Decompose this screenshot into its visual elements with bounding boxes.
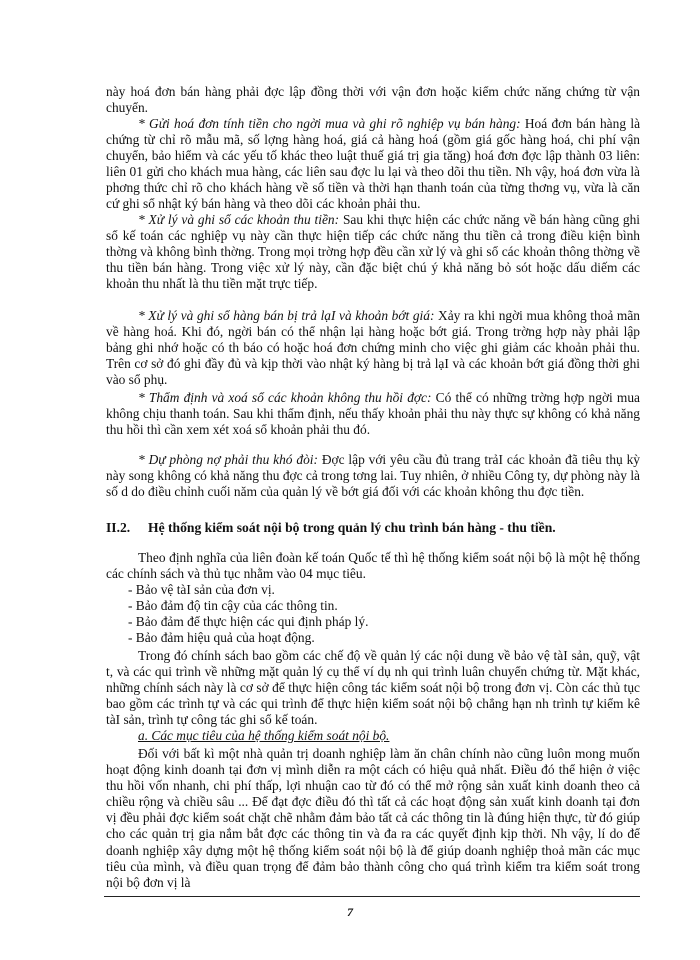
list-item: - Bảo đảm để thực hiện các qui định pháp lý. bbox=[128, 614, 369, 630]
section-heading bbox=[106, 520, 640, 536]
paragraph-lead: * Dự phòng nợ phải thu khó đòi: bbox=[138, 452, 318, 467]
paragraph-body: Xảy ra khi ngời mua không thoả mãn về hàng hoá. Khi đó, ngời bán có thể nhận lại hàng hoặc bớt giá. Trong trờng hợp này phải lập bảng ghi nhớ hoặc có th báo có hoặc hoá đơn chứng minh cho việc ghi giảm các khoản phải thu. Trên cơ sở đó ghi đầy đủ và kịp thời vào nhật ký hàng bị trả lạI và các khoản bớt giá đồng thời ghi vào sổ phụ. bbox=[106, 308, 640, 388]
subheading: a. Các mục tiêu của hệ thống kiểm soát nội bộ. bbox=[138, 728, 390, 743]
paragraph-policies: Trong đó chính sách bao gồm các chế độ về quản lý các nội dung về bảo vệ tàI sản, quỹ, vật t, và các qui trình về những mặt quản lý cụ thể ví dụ nh qui trình luân chuyển chứng từ. Mặt khác, những chính sách này là cơ sở để thực hiện công tác kiểm soát nội bộ trong đơn vị. Còn các thủ tục bao gồm các trình tự và các qui trình để thực hiện kiểm soát nội bộ chẳng hạn nh trình tự kiểm kê tàI sản, trình tự công tác ghi sổ kế toán. bbox=[106, 648, 640, 728]
paragraph-continuation: này hoá đơn bán hàng phải đợc lập đồng thời với vận đơn hoặc kiểm chức năng chứng từ vận chuyển. bbox=[106, 84, 640, 116]
list-item: - Bảo đảm độ tin cậy của các thông tin. bbox=[128, 598, 338, 614]
paragraph-body: Hoá đơn bán hàng là chứng từ chỉ rõ mẫu mã, số lợng hàng hoá, giá cả hàng hoá (gồm giá gốc hàng hoá, chi phí vận chuyển, bảo hiểm và các yếu tố khác theo luật thuế giá trị gia tăng) hoá đơn đợc lập thành 03 liên: liên 01 gửi cho khách mua hàng, các liên sau đợc lu lại và theo dõi thu tiền. Nh vậy, hoá đơn vừa là phơng thức chỉ rõ cho khách hàng về số tiền và thời hạn thanh toán của từng thơng vụ, vừa là căn cứ ghi sổ nhật ký bán hàng và theo dõi các khoản phải thu. bbox=[106, 116, 641, 212]
paragraph-collections bbox=[106, 212, 640, 292]
paragraph-returns bbox=[106, 308, 640, 388]
footer-rule bbox=[104, 896, 640, 897]
section-title: Hệ thống kiểm soát nội bộ trong quản lý chu trình bán hàng - thu tiền. bbox=[148, 520, 556, 535]
paragraph-lead: * Xử lý và ghi sổ các khoản thu tiền: bbox=[138, 212, 340, 227]
paragraph-body: Đợc lập với yêu cầu đủ trang trảI các khoản đã tiêu thụ kỳ này song không có khả năng thu đợc cả trong tơng lai. Tuy nhiên, ở nhiều Công ty, dự phòng này là số d do điều chỉnh cuối năm của quản lý về bớt giá đối với các khoản không thu đợc tiền. bbox=[106, 452, 640, 500]
page-number: 7 bbox=[347, 905, 353, 919]
section-number: II.2. bbox=[106, 520, 131, 535]
list-item: - Bảo đảm hiệu quả của hoạt động. bbox=[128, 630, 315, 646]
paragraph-write-off bbox=[106, 390, 640, 438]
paragraph-lead: * Thẩm định và xoá sổ các khoản không thu hồi đợc: bbox=[138, 390, 432, 405]
list-item: - Bảo vệ tàI sản của đơn vị. bbox=[128, 582, 275, 597]
paragraph-body: Sau khi thực hiện các chức năng về bán hàng cũng ghi sổ kế toán các nghiệp vụ này cần thực hiện tiếp các chức năng thu tiền cả trong điều kiện bình thờng và không bình thờng. Trong mọi trờng hợp đều cần xử lý và ghi sổ các khoản thông thờng về thu tiền bán hàng. Trong việc xử lý này, cần đặc biệt chú ý khả năng bỏ sót hoặc dấu diếm các khoản thu nhất là thu tiền mặt trực tiếp. bbox=[106, 212, 640, 292]
objectives-list bbox=[128, 582, 608, 646]
paragraph-definition: Theo định nghĩa của liên đoàn kế toán Quốc tế thì hệ thống kiểm soát nội bộ là một hệ thống các chính sách và thủ tục nhằm vào 04 mục tiêu. bbox=[106, 550, 640, 582]
paragraph-objectives: Đối với bất kì một nhà quản trị doanh nghiệp làm ăn chân chính nào cũng luôn mong muốn hoạt động kinh doanh tại đơn vị mình diễn ra một cách có hiệu quả nhất. Điều đó thể hiện ở việc thu hồi vốn nhanh, chi phí thấp, lợi nhuận cao từ đó có thể mở rộng sản xuất kinh doanh theo cả chiều rộng và chiều sâu ... Để đạt đợc điều đó thì tất cả các hoạt động sản xuất kinh doanh tại đơn vị đều phải đợc kiểm soát chặt chẽ nhằm đảm bảo tất cả các thông tin là đúng hiện thực, từ đó giúp cho các quản trị gia nắm bắt đợc các thông tin và đa ra các quyết định kịp thời. Nh vậy, lí do để doanh nghiệp xây dựng một hệ thống kiểm soát nội bộ là để giúp doanh nghiệp thoả mãn các mục tiêu của mình, và điều quan trọng để đảm bảo thành công cho quá trình kiểm tra kiểm soát trong nội bộ đơn vị là bbox=[106, 746, 640, 890]
paragraph-allowance bbox=[106, 452, 640, 500]
paragraph-body: Có thể có những trờng hợp ngời mua không chịu thanh toán. Sau khi thẩm định, nếu thấy khoản phải thu này thực sự không có khả năng thu hồi thì cần xem xét xoá sổ khoản phải thu đó. bbox=[106, 390, 640, 438]
paragraph-lead: * Gửi hoá đơn tính tiền cho ngời mua và ghi rõ nghiệp vụ bán hàng: bbox=[138, 116, 521, 131]
paragraph-lead: * Xử lý và ghi sổ hàng bán bị trả lạI và khoản bớt giá: bbox=[138, 308, 435, 323]
paragraph-invoice bbox=[106, 116, 640, 213]
